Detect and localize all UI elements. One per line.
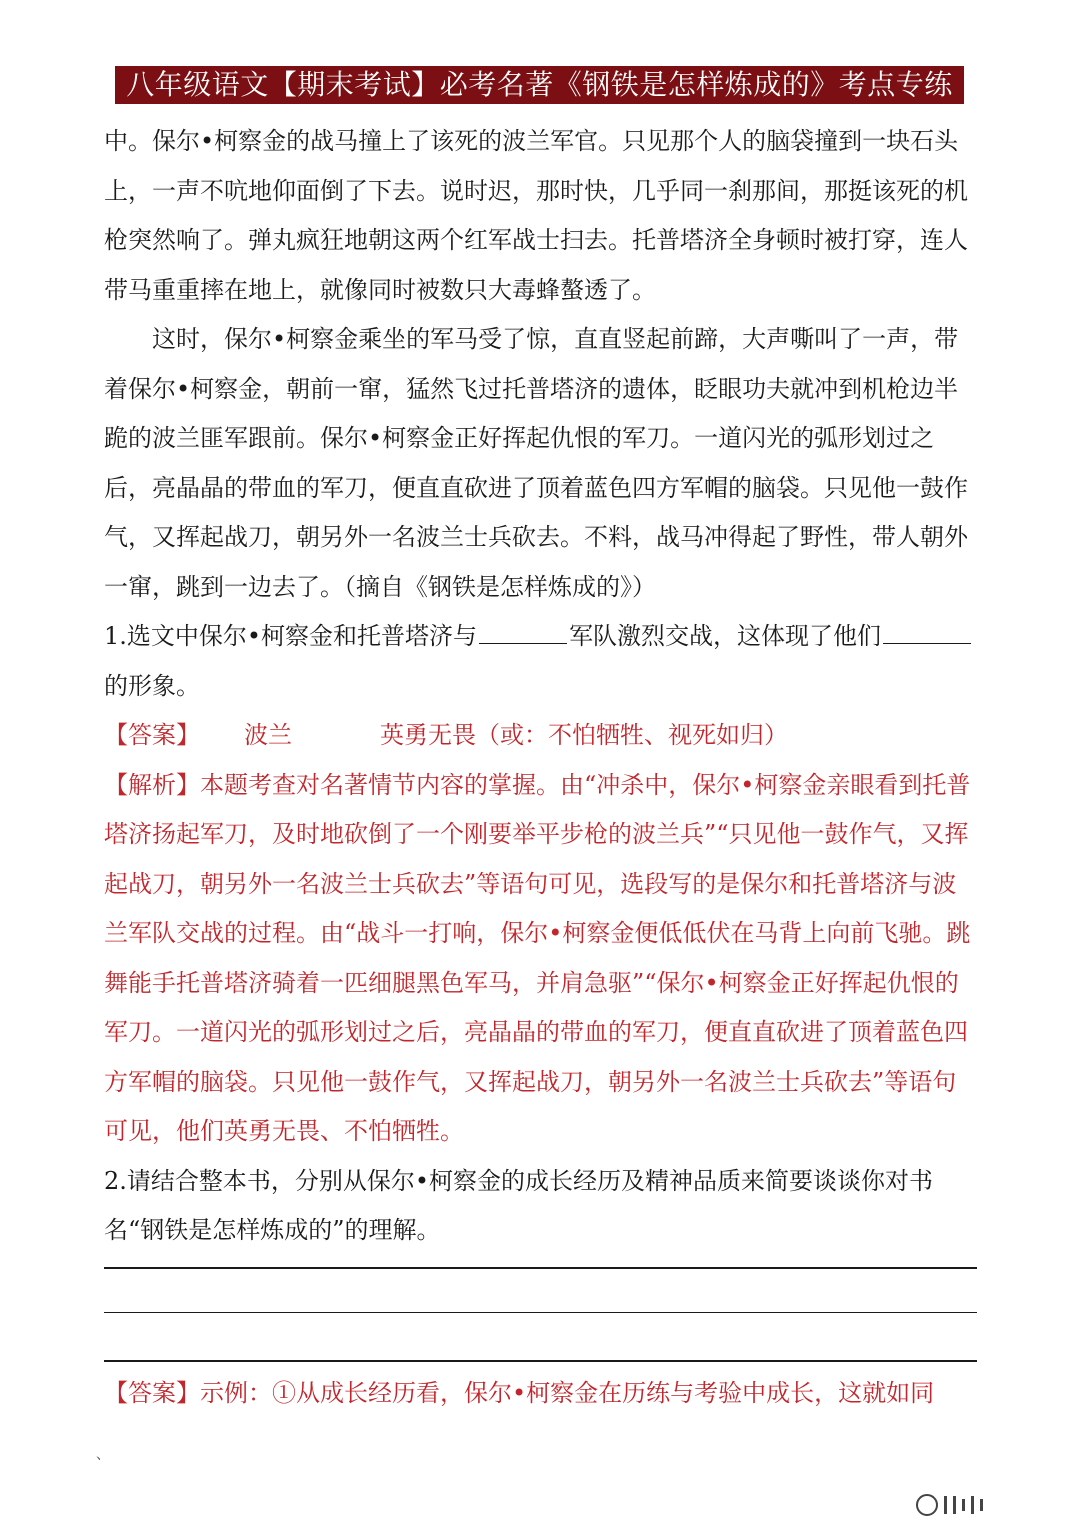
bar-icon [944,1496,947,1514]
question-1-text-c: 的形象。 [104,671,200,700]
question-1-analysis [104,761,980,1157]
answer-blank-1: 波兰 [244,721,292,749]
answer-text: 示例：①从成长经历看，保尔•柯察金在历练与考验中成长，这就如同 [200,1379,935,1407]
bar-icon [962,1499,965,1511]
question-1-text-b: 军队激烈交战，这体现了他们 [569,622,882,650]
fill-blank-1 [479,617,567,644]
answer-line-1 [104,1267,977,1269]
question-1-answer [104,711,980,761]
answer-blank-2: 英勇无畏（或：不怕牺牲、视死如归） [380,721,788,749]
watermark-icon [916,1491,1056,1519]
answer-line-3 [104,1360,977,1362]
page-title-banner [115,66,964,104]
question-2-answer [104,1369,980,1419]
analysis-text: 本题考查对名著情节内容的掌握。由“冲杀中，保尔•柯察金亲眼看到托普塔济扬起军刀，及时地砍倒了一个刚要举平步枪的波兰兵”“只见他一鼓作气，又挥起战刀，朝另外一名波兰士兵砍去”等语句可见，选段写的是保尔和托普塔济与波兰军队交战的过程。由“战斗一打响，保尔•柯察金便低低伏在马背上向前飞驰。跳舞能手托普塔济骑着一匹细腿黑色军马，并肩急驱”“保尔•柯察金正好挥起仇恨的军刀。一道闪光的弧形划过之后，亮晶晶的带血的军刀，便直直砍进了顶着蓝色四方军帽的脑袋。只见他一鼓作气，又挥起战刀，朝另外一名波兰士兵砍去”等语句可见，他们英勇无畏、不怕牺牲。 [104,770,971,1145]
question-2-answer-block [104,1369,980,1419]
question-2: 2.请结合整本书，分别从保尔•柯察金的成长经历及精神品质来简要谈谈你对书名“钢铁是怎样炼成的”的理解。 [104,1166,934,1244]
circle-icon [916,1494,938,1516]
answer-label: 【答案】 [104,1379,200,1407]
passage-paragraph-2: 这时，保尔•柯察金乘坐的军马受了惊，直直竖起前蹄，大声嘶叫了一声，带着保尔•柯察金，朝前一窜，猛然飞过托普塔济的遗体，眨眼功夫就冲到机枪边半跪的波兰匪军跟前。保尔•柯察金正好挥起仇恨的军刀。一道闪光的弧形划过之后，亮晶晶的带血的军刀，便直直砍进了顶着蓝色四方军帽的脑袋。只见他一鼓作气，又挥起战刀，朝另外一名波兰士兵砍去。不料，战马冲得起了野性，带人朝外一窜，跳到一边去了。（摘自《钢铁是怎样炼成的》） [104,325,968,601]
question-1 [104,612,980,711]
fill-blank-2 [883,617,971,644]
answer-label: 【答案】 [104,721,200,749]
bar-icon [980,1499,983,1511]
passage-paragraph-1: 中。保尔•柯察金的战马撞上了该死的波兰军官。只见那个人的脑袋撞到一块石头上，一声不吭地仰面倒了下去。说时迟，那时快，几乎同一刹那间，那挺该死的机枪突然响了。弹丸疯狂地朝这两个红军战士扫去。托普塔济全身顿时被打穿，连人带马重重摔在地上，就像同时被数只大毒蜂螯透了。 [104,127,968,304]
document-body [104,117,980,1256]
bar-icon [953,1496,956,1514]
answer-line-2 [104,1312,977,1313]
bar-icon [971,1496,974,1514]
corner-mark: 、 [96,1447,110,1463]
analysis-label: 【解析】 [104,770,200,799]
page-title: 八年级语文【期末考试】必考名著《钢铁是怎样炼成的》考点专练 [126,68,953,101]
question-1-text-a: 1.选文中保尔•柯察金和托普塔济与 [104,622,478,650]
